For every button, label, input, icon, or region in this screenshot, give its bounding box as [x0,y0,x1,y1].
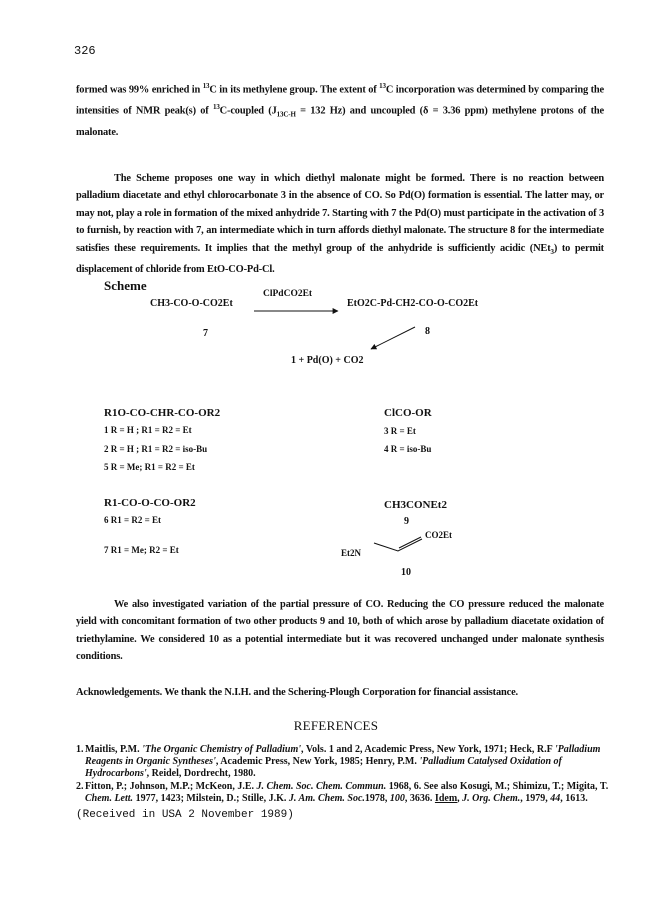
malonate-formula: R1O-CO-CHR-CO-OR2 [104,407,221,419]
enamine-ester-group: CO2Et [425,530,452,540]
amide-number: 9 [404,516,409,527]
co-pressure-paragraph: We also investigated variation of the partial pressure of CO. Reducing the CO pressure reduced the malonate yield with concomitant formation of two other products 9 and 10, both of which arose by palladium diacetate oxidation of triethylamine. We considered 10 as a potential intermediate but it was recovered unchanged under malonate synthesis conditions. [76,599,604,663]
reference-item: 2. Fitton, P.; Johnson, M.P.; McKeon, J.E. J. Chem. Soc. Chem. Commun. 1968, 6. See also Kosugi, M.; Shimizu, T.; Migita, T. Chem. Lett. 1977, 1423; Milstein, D.; Stille, J.K. J. Am. Chem. Soc.1978, 100, 3636. Idem, J. Org. Chem., 1979, 44, 1613. [76,781,609,804]
malonate-entry: 2 R = H ; R1 = R2 = iso-Bu [104,444,208,454]
enamine-double-bond [374,539,422,551]
enamine-number: 10 [401,567,411,578]
anhydride-formula: R1-CO-O-CO-OR2 [104,497,196,509]
scheme-label: Scheme [104,278,147,293]
decomposition-arrow [371,327,415,349]
chloroformate-entry: 3 R = Et [384,426,416,436]
acknowledgements-label: Acknowledgements. [76,687,163,698]
reference-item: 1. Maitlis, P.M. 'The Organic Chemistry of Palladium', Vols. 1 and 2, Academic Press, New York, 1971; Heck, R.F 'Palladium Reagents in Organic Syntheses', Academic Press, New York, 1985; Henry, P.M. 'Palladium Catalysed Oxidation of Hydrocarbons', Reidel, Dordrecht, 1980. [76,744,601,779]
anhydride-entry: 7 R1 = Me; R2 = Et [104,545,179,555]
malonate-entry: 1 R = H ; R1 = R2 = Et [104,425,192,435]
chloroformate-entry: 4 R = iso-Bu [384,444,432,454]
malonate-entry: 5 R = Me; R1 = R2 = Et [104,462,195,472]
scheme-reactant: CH3-CO-O-CO2Et [150,298,233,309]
page-number: 326 [74,44,96,58]
chloroformate-formula: ClCO-OR [384,407,432,419]
scheme-product: EtO2C-Pd-CH2-CO-O-CO2Et [347,298,479,309]
acknowledgements-text: We thank the N.I.H. and the Schering-Plough Corporation for financial assistance. [162,687,518,698]
scheme-byproducts: 1 + Pd(O) + CO2 [291,355,364,366]
scheme-discussion-paragraph: The Scheme proposes one way in which diethyl malonate might be formed. There is no reaction between palladium diacetate and ethyl chlorocarbonate 3 in the absence of CO. So Pd(O) formation is essential. The latter may, or may not, play a role in formation of the mixed anhydride 7. Starting with 7 the Pd(O) must participate in the activation of 3 to furnish, by reaction with 7, an intermediate which in turn affords diethyl malonate. The structure 8 for the intermediate satisfies these requirements. It implies that the methyl group of the anhydride is sufficiently acidic (NEt$_3$) to permit displacement of chloride from EtO-CO-Pd-Cl. [76,173,604,276]
scheme-reagent: ClPdCO2Et [263,289,313,299]
amide-formula: CH3CONEt2 [384,499,447,511]
intro-paragraph: formed was 99% enriched in $^{13}$C in its methylene group. The extent of $^{13}$C incorporation was determined by comparing the intensities of NMR peak(s) of $^{13}$C-coupled ($J_{13C-H} = 132$ Hz) and uncoupled (δ = 3.36 ppm) methylene protons of the malonate. [76,82,605,138]
scheme-reactant-number: 7 [203,328,208,339]
enamine-amine-group: Et2N [341,548,361,558]
received-date: (Received in USA 2 November 1989) [76,809,294,821]
scheme-product-number: 8 [425,326,430,337]
references-heading: REFERENCES [293,718,379,733]
references-list [76,744,616,805]
anhydride-entry: 6 R1 = R2 = Et [104,515,162,525]
acknowledgements [76,684,604,701]
